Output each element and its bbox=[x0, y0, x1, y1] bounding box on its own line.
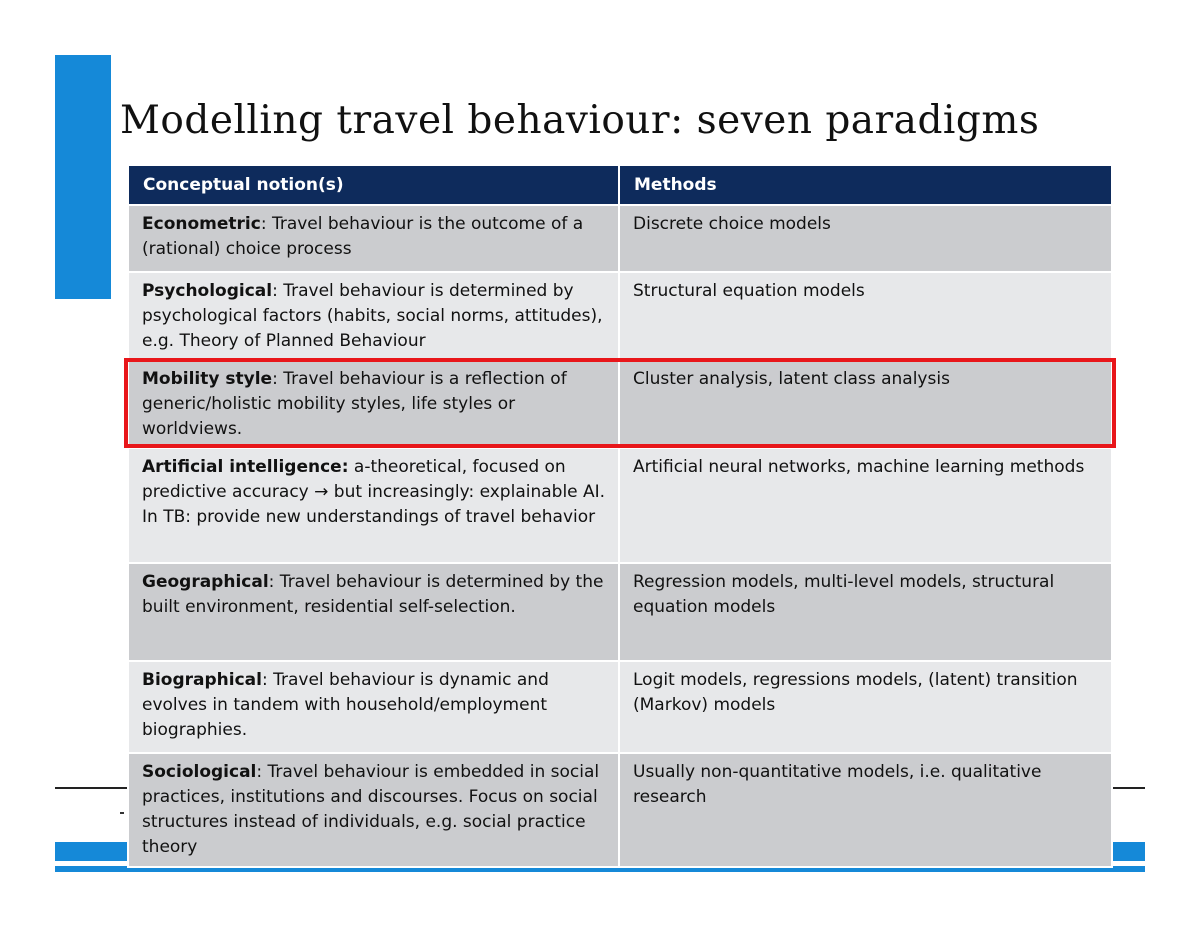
notion-cell bbox=[128, 563, 619, 661]
table-row bbox=[128, 360, 1112, 448]
paradigm-description: : Travel behaviour is embedded in social practices, institutions and discourses. Focus on social structures instead of individuals, e.g. social practice theory bbox=[142, 762, 600, 857]
paradigm-term: Biographical bbox=[142, 670, 262, 690]
notion-cell bbox=[128, 205, 619, 272]
paradigm-description: : Travel behaviour is the outcome of a (rational) choice process bbox=[142, 214, 584, 259]
paradigm-description: a-theoretical, focused on predictive accuracy → but increasingly: explainable AI. In TB: provide new understandings of travel behavior bbox=[142, 457, 606, 527]
paradigm-term: Sociological bbox=[142, 762, 257, 782]
methods-cell: Regression models, multi-level models, structural equation models bbox=[619, 563, 1112, 661]
paradigm-description: : Travel behaviour is a reflection of generic/holistic mobility styles, life styles or worldviews. bbox=[142, 369, 567, 439]
paradigm-description: : Travel behaviour is dynamic and evolves in tandem with household/employment biographies. bbox=[142, 670, 549, 740]
methods-cell: Usually non-quantitative models, i.e. qualitative research bbox=[619, 753, 1112, 867]
table-row bbox=[128, 661, 1112, 753]
paradigms-table bbox=[127, 164, 1113, 868]
table-row bbox=[128, 205, 1112, 272]
accent-block bbox=[55, 55, 111, 299]
notion-cell bbox=[128, 753, 619, 867]
table-row bbox=[128, 448, 1112, 563]
methods-cell: Discrete choice models bbox=[619, 205, 1112, 272]
table-row bbox=[128, 272, 1112, 360]
paradigm-term: Artificial intelligence: bbox=[142, 457, 349, 477]
notion-cell bbox=[128, 360, 619, 448]
notion-cell bbox=[128, 272, 619, 360]
column-header-conceptual: Conceptual notion(s) bbox=[128, 165, 619, 205]
footer-divider-left bbox=[55, 787, 128, 789]
paradigm-description: : Travel behaviour is determined by psychological factors (habits, social norms, attitudes), e.g. Theory of Planned Behaviour bbox=[142, 281, 603, 351]
paradigm-term: Geographical bbox=[142, 572, 269, 592]
table-row bbox=[128, 563, 1112, 661]
methods-cell: Cluster analysis, latent class analysis bbox=[619, 360, 1112, 448]
paradigm-term: Mobility style bbox=[142, 369, 273, 389]
notion-cell bbox=[128, 448, 619, 563]
table-row bbox=[128, 753, 1112, 867]
column-header-methods: Methods bbox=[619, 165, 1112, 205]
footer-divider-right bbox=[1112, 787, 1145, 789]
notion-cell bbox=[128, 661, 619, 753]
methods-cell: Structural equation models bbox=[619, 272, 1112, 360]
paradigm-description: : Travel behaviour is determined by the built environment, residential self-selection. bbox=[142, 572, 604, 617]
paradigm-term: Econometric bbox=[142, 214, 261, 234]
slide-title: Modelling travel behaviour: seven paradigms bbox=[120, 98, 1040, 143]
table-header-row bbox=[128, 165, 1112, 205]
methods-cell: Logit models, regressions models, (latent) transition (Markov) models bbox=[619, 661, 1112, 753]
footer-tick bbox=[120, 812, 124, 814]
paradigm-term: Psychological bbox=[142, 281, 273, 301]
methods-cell: Artificial neural networks, machine learning methods bbox=[619, 448, 1112, 563]
